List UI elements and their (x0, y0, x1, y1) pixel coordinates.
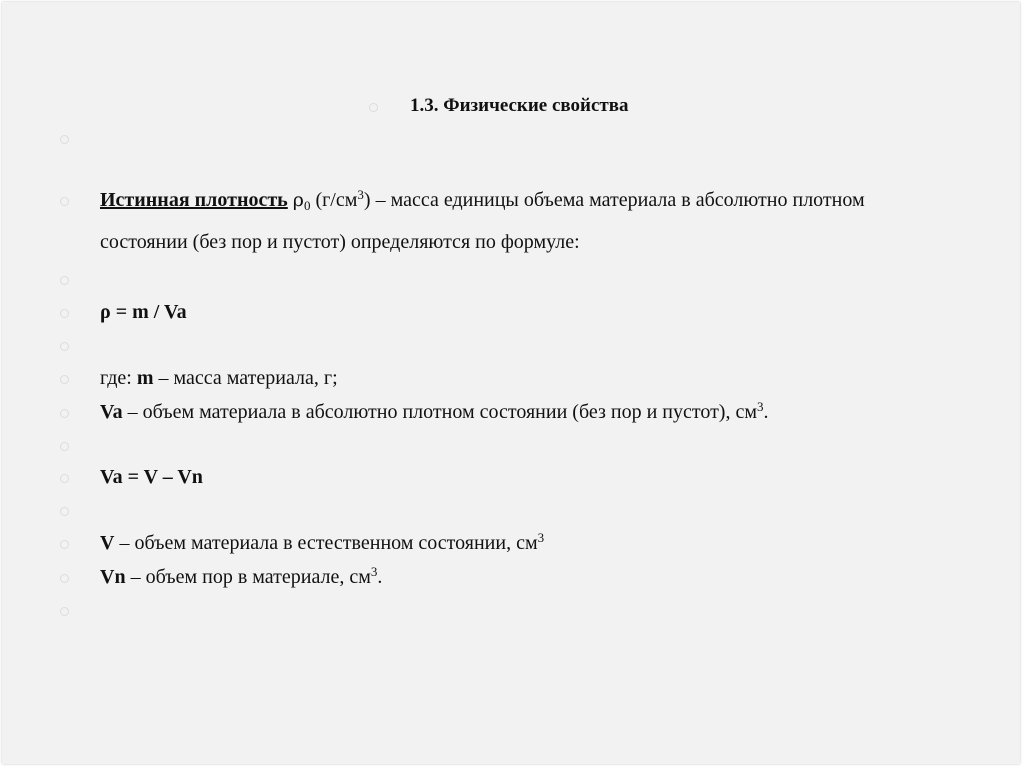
bullet-icon (60, 309, 69, 318)
bullet-icon (60, 409, 69, 418)
bullet-icon (60, 197, 69, 206)
density-formula: ρ = m / Va (100, 301, 187, 323)
definition-text (100, 188, 865, 212)
vn-text (100, 565, 382, 589)
bullet-icon (60, 507, 69, 516)
vn-symbol: Vn (100, 566, 126, 588)
rho-subscript: 0 (303, 198, 311, 213)
vn-superscript: 3 (370, 564, 378, 579)
va-description: – объем материала в абсолютно плотном состоянии (без пор и пустот), см (127, 401, 758, 423)
definition-term: Истинная плотность (100, 189, 288, 211)
v-symbol: V (100, 532, 115, 554)
v-description: – объем материала в естественном состоянии, см (119, 532, 538, 554)
bullet-icon (60, 342, 69, 351)
bullet-icon (60, 474, 69, 483)
page-title: 1.3. Физические свойства (410, 95, 629, 116)
rho-symbol: ρ (292, 189, 304, 211)
bullet-icon (60, 442, 69, 451)
bullet-icon (60, 540, 69, 549)
va-superscript: 3 (757, 399, 764, 414)
unit-superscript: 3 (357, 187, 364, 202)
unit-close: ) (363, 189, 371, 211)
va-symbol: Va (100, 401, 123, 423)
where-prefix: где: (100, 367, 132, 389)
m-description: – масса материала, г; (158, 367, 338, 389)
v-superscript: 3 (537, 530, 545, 545)
unit-open: (г/см (315, 189, 358, 211)
bullet-icon (60, 574, 69, 583)
va-text (100, 400, 769, 424)
where-text (100, 366, 338, 390)
bullet-icon (60, 276, 69, 285)
definition-continuation: состоянии (без пор и пустот) определяются по формуле: (100, 231, 580, 253)
bullet-icon (60, 135, 69, 144)
vn-description: – объем пор в материале, см (130, 566, 371, 588)
slide (2, 2, 1020, 764)
m-symbol: m (136, 367, 154, 389)
bullet-icon (369, 103, 378, 112)
volume-formula: Va = V – Vn (100, 466, 203, 488)
definition-rest: – масса единицы объема материала в абсолютно плотном (375, 189, 865, 211)
bullet-icon (60, 375, 69, 384)
vn-period: . (377, 566, 383, 588)
v-text (100, 531, 544, 555)
va-period: . (763, 401, 769, 423)
bullet-icon (60, 607, 69, 616)
